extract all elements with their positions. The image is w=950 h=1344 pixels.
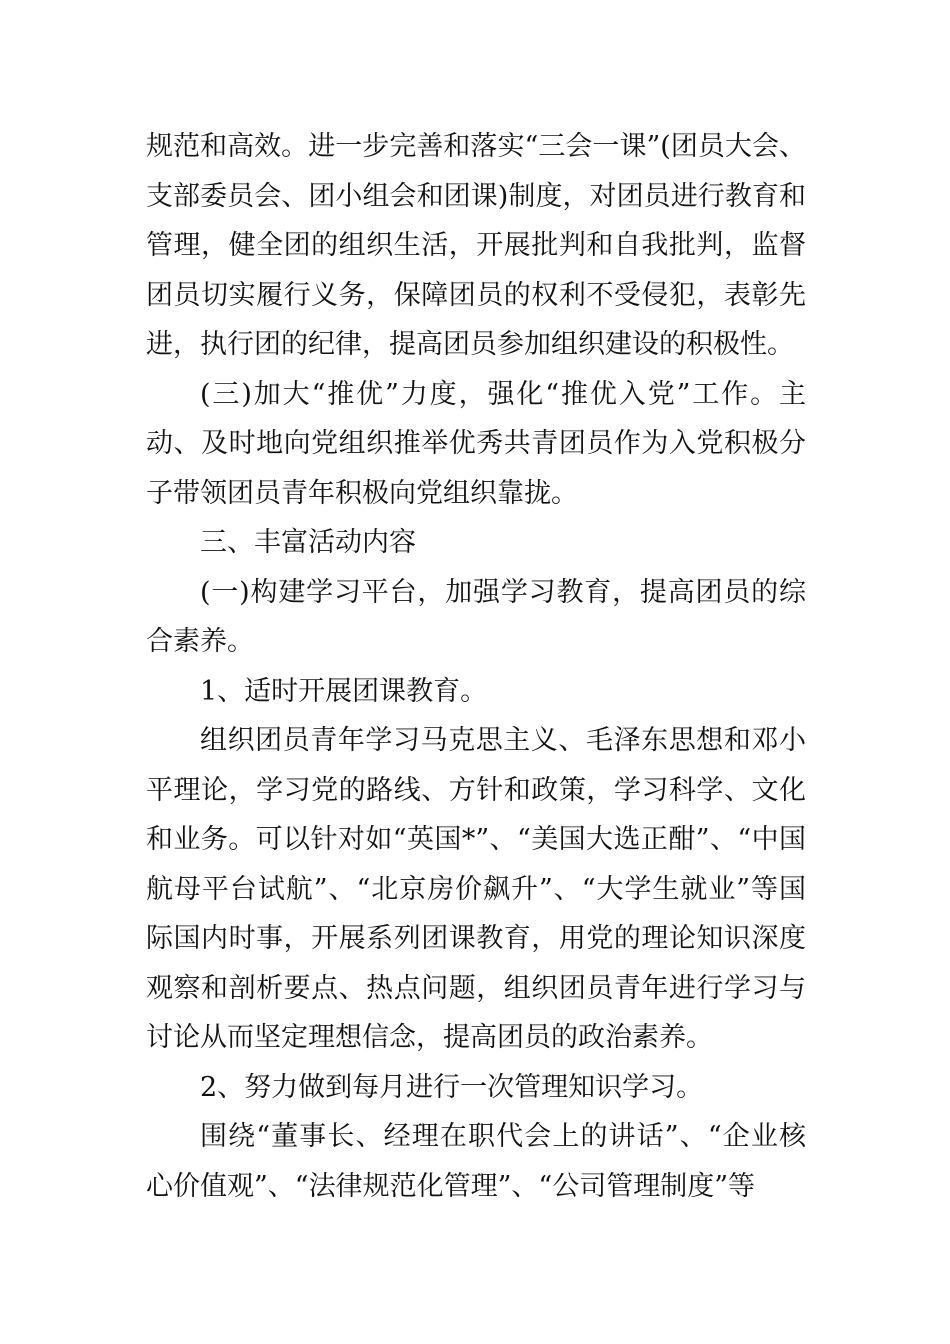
section-heading: 三、丰富活动内容 <box>200 527 416 558</box>
paragraph-4: 围绕“董事长、经理在职代会上的讲话”、“企业核心价值观”、“法律规范化管理”、“公司管理制度”等 <box>146 1121 806 1202</box>
paragraph-3: 组织团员青年学习马克思主义、毛泽东思想和邓小平理论，学习党的路线、方针和政策，学习科学、文化和业务。可以针对如“英国*”、“美国大选正酣”、“中国航母平台试航”、“北京房价飙升”、“大学生就业”等国际国内时事，开展系列团课教育，用党的理论知识深度观察和剖析要点、热点问题，组织团员青年进行学习与讨论从而坚定理想信念，提高团员的政治素养。 <box>146 725 806 1053</box>
paragraph-2: (三)加大“推优”力度，强化“推优入党”工作。主动、及时地向党组织推举优秀共青团员作为入党积极分子带领团员青年积极向党组织靠拢。 <box>146 378 806 509</box>
paragraph-1: 规范和高效。进一步完善和落实“三会一课”(团员大会、支部委员会、团小组会和团课)制度，对团员进行教育和管理，健全团的组织生活，开展批判和自我批判，监督团员切实履行义务，保障团员的权利不受侵犯，表彰先进，执行团的纪律，提高团员参加组织建设的积极性。 <box>146 131 806 360</box>
document-body <box>146 122 806 1211</box>
item-heading-1: 1、适时开展团课教育。 <box>200 675 488 707</box>
item-heading-2: 2、努力做到每月进行一次管理知识学习。 <box>200 1071 704 1103</box>
subsection-heading: (一)构建学习平台，加强学习教育，提高团员的综合素养。 <box>146 576 806 657</box>
